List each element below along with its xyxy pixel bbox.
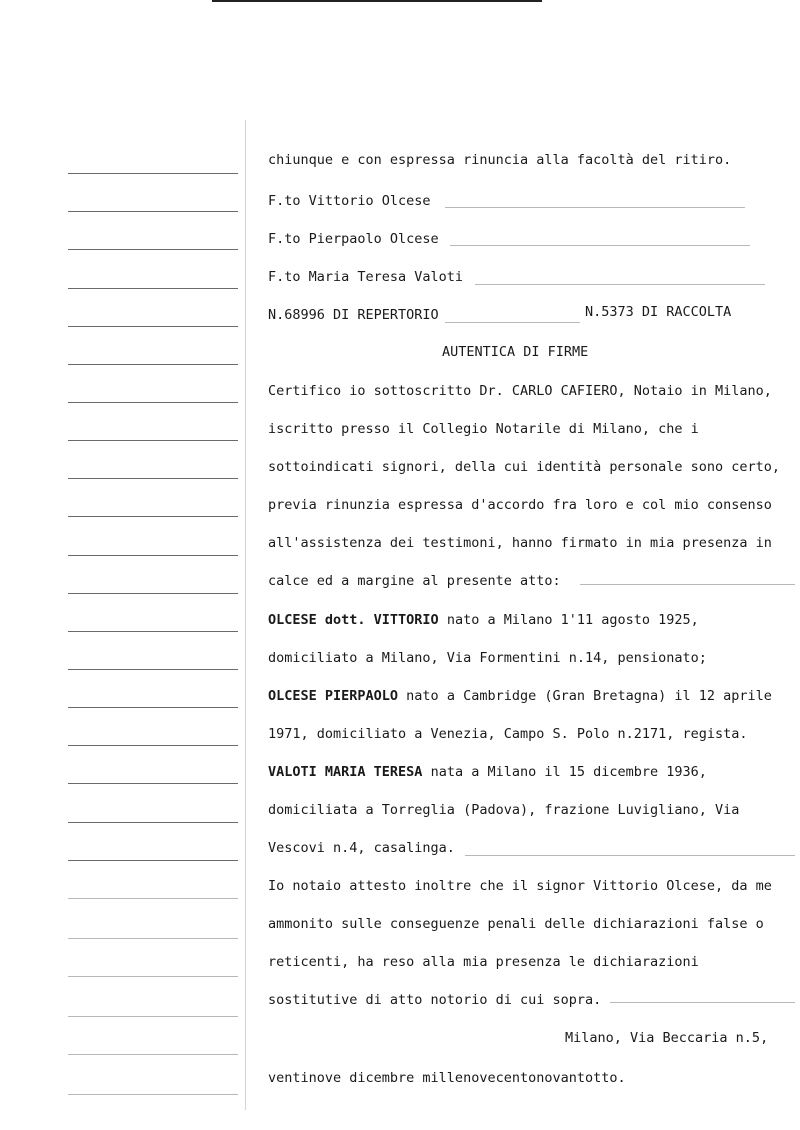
margin-dash [68, 402, 238, 403]
fill-dash [610, 1002, 795, 1003]
signature-line: F.to Vittorio Olcese [268, 193, 431, 209]
place-line: Milano, Via Beccaria n.5, [565, 1030, 769, 1046]
margin-dash [68, 440, 238, 441]
text-line: domiciliato a Milano, Via Formentini n.14, pensionato; [268, 650, 707, 666]
signatory-details: nato a Cambridge (Gran Bretagna) il 12 aprile [398, 688, 772, 704]
margin-dash [68, 1094, 238, 1095]
text-line: Certifico io sottoscritto Dr. CARLO CAFIERO, Notaio in Milano, [268, 383, 772, 399]
margin-dash [68, 1054, 238, 1055]
text-line: sostitutive di atto notorio di cui sopra. [268, 992, 602, 1008]
margin-dash [68, 364, 238, 365]
signatory-entry [268, 611, 699, 629]
signatory-name: OLCESE PIERPAOLO [268, 688, 399, 704]
signature-line: F.to Maria Teresa Valoti [268, 269, 464, 285]
margin-dash [68, 860, 238, 861]
fill-dash [445, 207, 745, 208]
margin-dash [68, 976, 238, 977]
text-line: 1971, domiciliato a Venezia, Campo S. Polo n.2171, regista. [268, 726, 748, 742]
fill-dash [450, 245, 750, 246]
margin-dash [68, 822, 238, 823]
margin-dash [68, 326, 238, 327]
signatory-entry [268, 763, 707, 781]
margin-dash [68, 938, 238, 939]
fill-dash [475, 284, 765, 285]
margin-dash [68, 516, 238, 517]
repertorio-number: N.68996 DI REPERTORIO [268, 307, 439, 323]
margin-dash [68, 631, 238, 632]
signatory-details: nato a Milano 1'11 agosto 1925, [438, 612, 699, 628]
margin-dash [68, 211, 238, 212]
margin-dash [68, 1016, 238, 1017]
fill-dash [445, 322, 580, 323]
text-line: sottoindicati signori, della cui identità personale sono certo, [268, 459, 781, 475]
text-line: reticenti, ha reso alla mia presenza le dichiarazioni [268, 954, 699, 970]
signatory-name: VALOTI MARIA TERESA [268, 764, 423, 780]
signatory-name: OLCESE dott. VITTORIO [268, 612, 439, 628]
fill-dash [580, 584, 795, 585]
fill-dash [465, 855, 795, 856]
text-line: all'assistenza dei testimoni, hanno firmato in mia presenza in [268, 535, 772, 551]
margin-dash [68, 783, 238, 784]
text-line: Io notaio attesto inoltre che il signor Vittorio Olcese, da me [268, 878, 772, 894]
margin-rule [245, 120, 246, 1110]
text-line: chiunque e con espressa rinuncia alla facoltà del ritiro. [268, 152, 732, 168]
margin-dash [68, 288, 238, 289]
text-line: previa rinunzia espressa d'accordo fra loro e col mio consenso [268, 497, 772, 513]
margin-dash [68, 898, 238, 899]
margin-dash [68, 669, 238, 670]
text-line: calce ed a margine al presente atto: [268, 573, 561, 589]
margin-dash [68, 249, 238, 250]
margin-dash [68, 173, 238, 174]
signatory-details: nata a Milano il 15 dicembre 1936, [422, 764, 707, 780]
margin-dash [68, 745, 238, 746]
top-edge-rule [212, 0, 542, 2]
signature-line: F.to Pierpaolo Olcese [268, 231, 439, 247]
section-heading: AUTENTICA DI FIRME [442, 344, 589, 360]
text-line: Vescovi n.4, casalinga. [268, 840, 455, 856]
text-line: ammonito sulle conseguenze penali delle dichiarazioni false o [268, 916, 764, 932]
date-line: ventinove dicembre millenovecentonovantotto. [268, 1070, 626, 1086]
text-line: domiciliata a Torreglia (Padova), frazione Luvigliano, Via [268, 802, 740, 818]
margin-dash [68, 707, 238, 708]
signatory-entry [268, 687, 772, 705]
margin-dash [68, 555, 238, 556]
margin-dash [68, 478, 238, 479]
text-line: iscritto presso il Collegio Notarile di Milano, che i [268, 421, 699, 437]
raccolta-number: N.5373 DI RACCOLTA [585, 304, 732, 320]
margin-dash [68, 593, 238, 594]
